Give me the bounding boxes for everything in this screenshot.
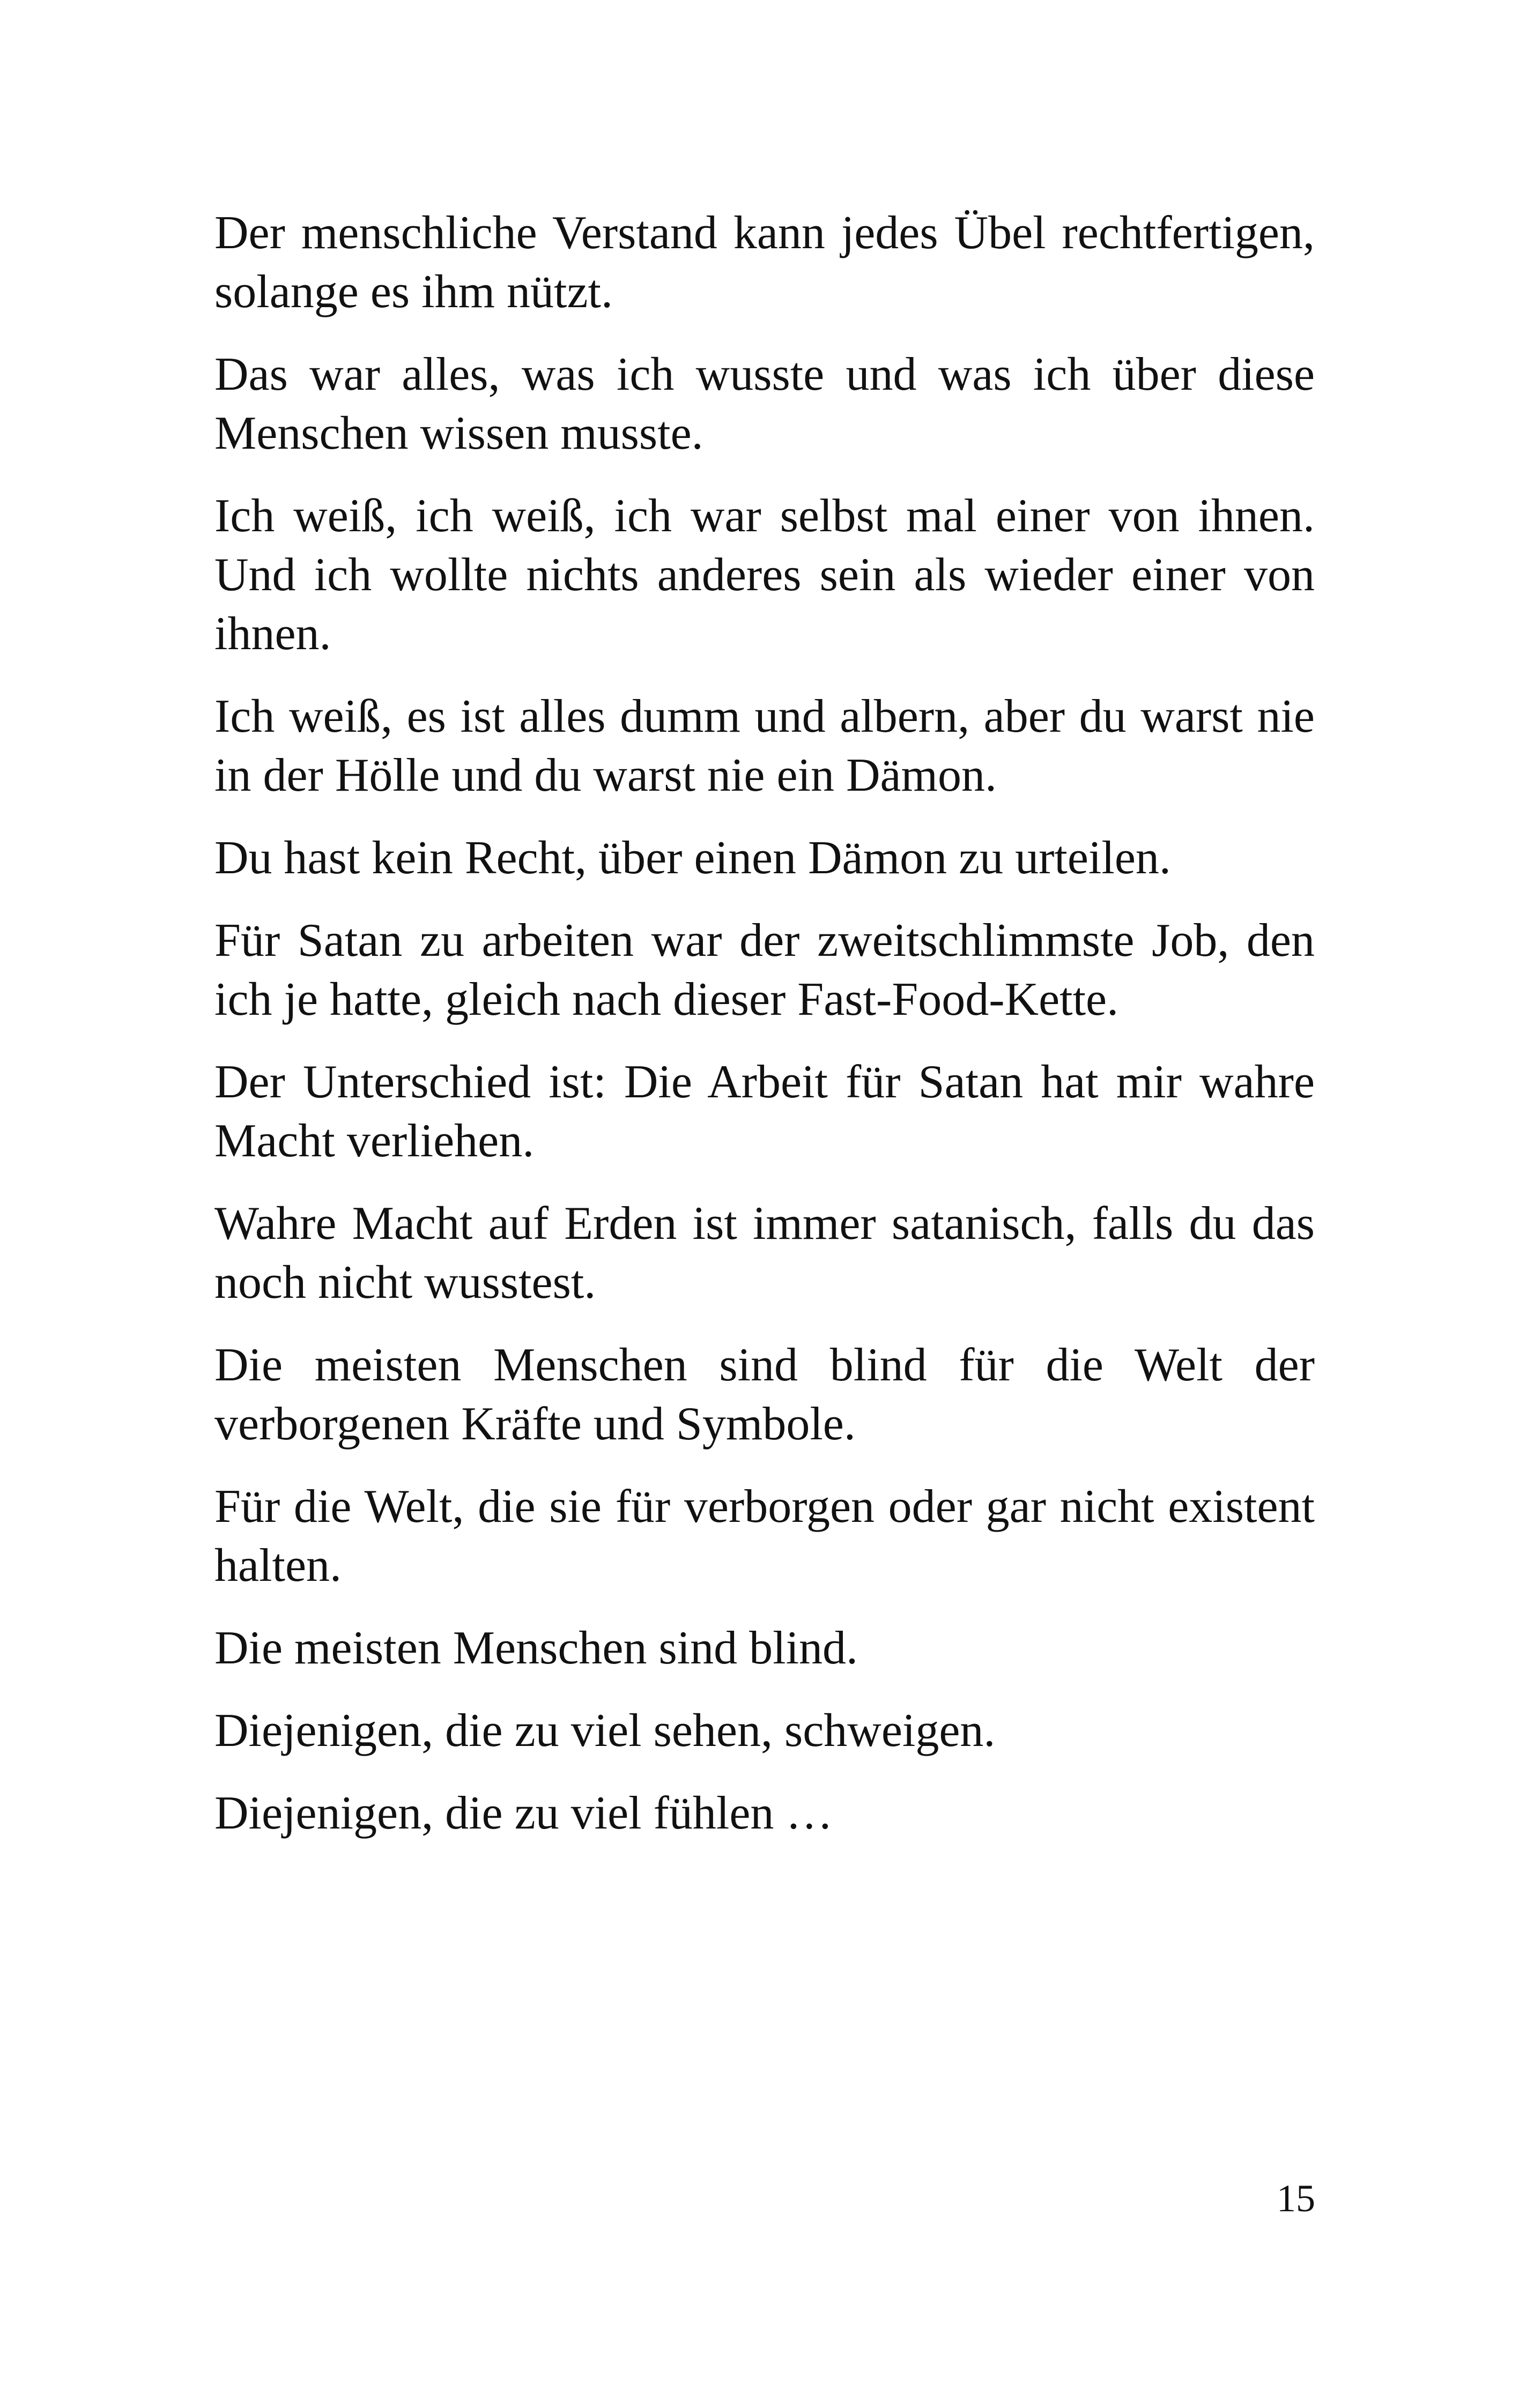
paragraph: Wahre Macht auf Erden ist immer satanisch, falls du das noch nicht wusstest. (214, 1198, 1315, 1309)
paragraph: Für Satan zu arbeiten war der zweitschlimmste Job, den ich je hatte, gleich nach dieser Fast-Food-Kette. (214, 915, 1315, 1025)
paragraph: Das war alles, was ich wusste und was ich über diese Menschen wissen musste. (214, 348, 1315, 459)
paragraph: Du hast kein Recht, über einen Dämon zu urteilen. (214, 832, 1171, 884)
paragraph: Diejenigen, die zu viel sehen, schweigen. (214, 1705, 996, 1757)
paragraph: Ich weiß, es ist alles dumm und albern, aber du warst nie in der Hölle und du warst nie ein Dämon. (214, 690, 1315, 801)
page-number: 15 (1277, 2177, 1315, 2220)
body-text (214, 204, 1315, 1867)
paragraph: Ich weiß, ich weiß, ich war selbst mal einer von ihnen. Und ich wollte nichts anderes sein als wieder einer von ihnen. (214, 490, 1315, 660)
paragraph: Diejenigen, die zu viel fühlen … (214, 1787, 833, 1839)
paragraph: Der menschliche Verstand kann jedes Übel rechtfertigen, solange es ihm nützt. (214, 207, 1315, 318)
paragraph: Die meisten Menschen sind blind. (214, 1622, 858, 1674)
paragraph: Für die Welt, die sie für verborgen oder gar nicht existent halten. (214, 1481, 1315, 1592)
paragraph: Die meisten Menschen sind blind für die Welt der verborgenen Kräfte und Symbole. (214, 1339, 1315, 1450)
paragraph: Der Unterschied ist: Die Arbeit für Satan hat mir wahre Macht verliehen. (214, 1056, 1315, 1167)
